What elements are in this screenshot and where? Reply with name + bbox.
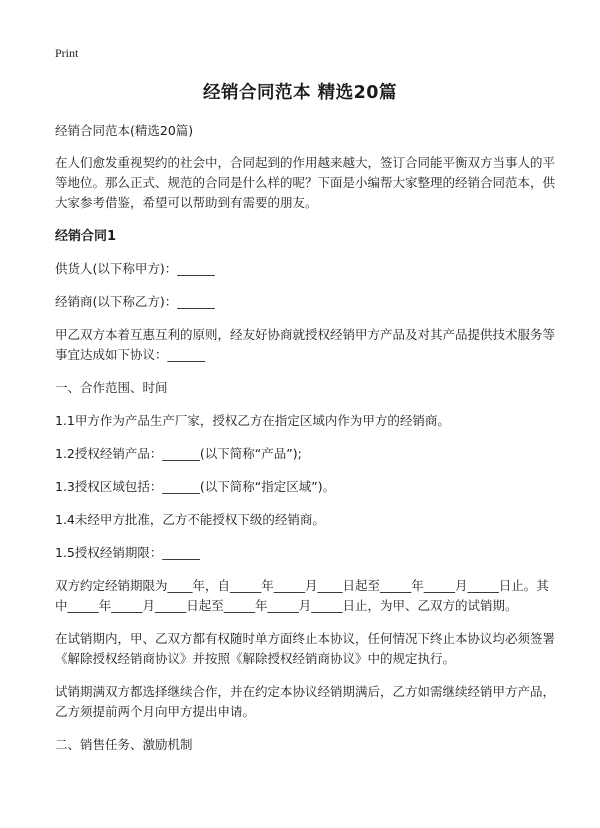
agreement-paragraph: 甲乙双方本着互惠互利的原则，经友好协商就授权经销甲方产品及对其产品提供技术服务等事宜达成如下协议：______ (55, 327, 556, 362)
document-title: 经销合同范本 精选20篇 (203, 83, 397, 103)
intro-paragraph: 在人们愈发重视契约的社会中，合同起到的作用越来越大，签订合同能平衡双方当事人的平等地位。那么正式、规范的合同是什么样的呢？下面是小编帮大家整理的经销合同范本，供大家参考借鉴，希望可以帮助到有需要的朋友。 (55, 155, 556, 210)
contract-heading: 经销合同1 (55, 229, 117, 244)
term-paragraph: 双方约定经销期限为____年，自_____年_____月____日起至_____年_____月_____日止。其中_____年_____月_____日起至_____年_____月_____日止，为甲、乙双方的试销期。 (55, 578, 549, 613)
clause-1-5: 1.5授权经销期限：______ (55, 545, 200, 560)
document-subtitle: 经销合同范本(精选20篇) (55, 123, 194, 138)
clause-1-1: 1.1甲方作为产品生产厂家，授权乙方在指定区域内作为甲方的经销商。 (55, 413, 450, 428)
supplier-line: 供货人(以下称甲方)：______ (55, 261, 215, 276)
clause-1-4: 1.4未经甲方批准，乙方不能授权下级的经销商。 (55, 512, 325, 527)
document-body (55, 121, 555, 768)
clause-1-2: 1.2授权经销产品：______(以下简称“产品”); (55, 446, 302, 461)
clause-1-3: 1.3授权区域包括：______(以下简称“指定区域”)。 (55, 479, 336, 494)
print-label[interactable]: Print (55, 46, 79, 60)
renew-paragraph: 试销期满双方都选择继续合作，并在约定本协议经销期满后，乙方如需继续经销甲方产品，乙方须提前两个月向甲方提出申请。 (55, 684, 556, 719)
section-heading-1: 一、合作范围、时间 (55, 380, 168, 395)
section-heading-2: 二、销售任务、激励机制 (55, 737, 193, 752)
distributor-line: 经销商(以下称乙方)：______ (55, 294, 215, 309)
trial-paragraph: 在试销期内，甲、乙双方都有权随时单方面终止本协议，任何情况下终止本协议均必须签署《解除授权经销商协议》并按照《解除授权经销商协议》中的规定执行。 (55, 631, 556, 666)
